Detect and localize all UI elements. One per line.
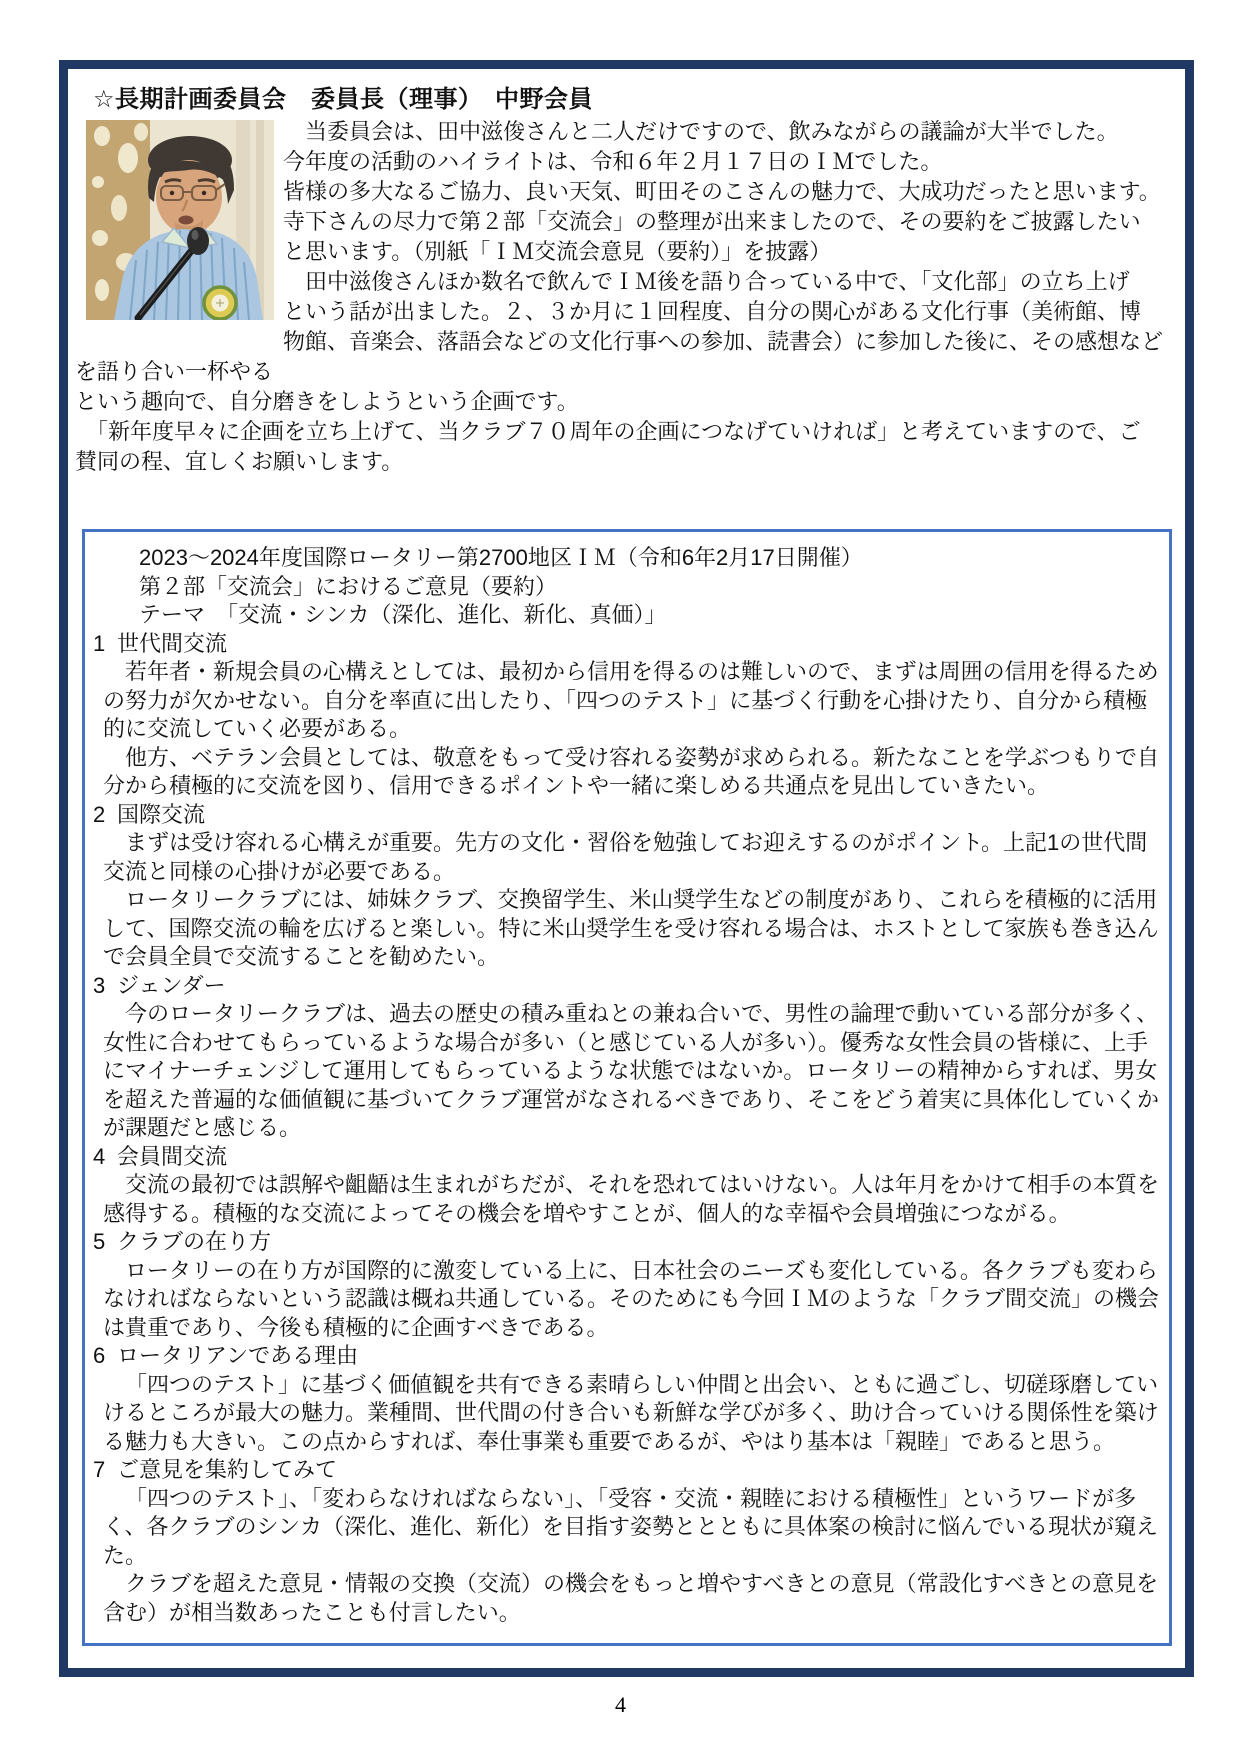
item-heading-label: ご意見を集約してみて bbox=[117, 1457, 338, 1482]
report-line: 当委員会は、田中滋俊さんと二人だけですので、飲みながらの議論が大半でした。 bbox=[283, 119, 1119, 144]
item-number: 2 bbox=[93, 801, 106, 827]
item-heading-label: 世代間交流 bbox=[117, 630, 228, 656]
box-item-1 bbox=[91, 630, 1159, 801]
report-line: 田中滋俊さんほか数名で飲んでＩＭ後を語り合っている中で、「文化部」の立ち上げ bbox=[283, 269, 1130, 294]
box-item-4 bbox=[91, 1143, 1159, 1229]
box-item-5 bbox=[91, 1228, 1159, 1342]
page-number: 4 bbox=[615, 1692, 626, 1717]
item-heading-label: 国際交流 bbox=[117, 801, 206, 827]
report-line: 賛同の程、宜しくお願いします。 bbox=[75, 449, 404, 474]
item-paragraph: 「四つのテスト」、「変わらなければならない」、「受容・交流・親睦における積極性」というワードが多く、各クラブのシンカ（深化、進化、新化）を目指す姿勢ととともに具体案の検討に悩んでいる現状が窺えた。 bbox=[103, 1485, 1159, 1568]
report-line: 今年度の活動のハイライトは、令和６年２月１７日のＩＭでした。 bbox=[283, 149, 943, 174]
item-heading bbox=[91, 1228, 1159, 1257]
item-number: 5 bbox=[93, 1229, 106, 1254]
item-heading bbox=[91, 801, 1159, 830]
speaker-photo-graphic bbox=[86, 120, 274, 320]
report-line: という話が出ました。２、３か月に１回程度、自分の関心がある文化行事（美術館、博 bbox=[283, 299, 1142, 324]
item-heading-label: 会員間交流 bbox=[117, 1143, 228, 1169]
item-paragraph: クラブを超えた意見・情報の交換（交流）の機会をもっと増やすべきとの意見（常設化すべきとの意見を含む）が相当数あったことも付言したい。 bbox=[103, 1571, 1159, 1625]
item-paragraph: 「四つのテスト」に基づく価値観を共有できる素晴らしい仲間と出会い、ともに過ごし、切磋琢磨していけるところが最大の魅力。業種間、世代間の付き合いも新鮮な学びが多く、助け合っていける関係性を築ける魅力も大きい。この点からすれば、奉仕事業も重要であるが、やはり基本は「親睦」であると思う。 bbox=[103, 1371, 1159, 1454]
item-paragraph: 交流の最初では誤解や齟齬は生まれがちだが、それを恐れてはいけない。人は年月をかけて相手の本質を感得する。積極的な交流によってその機会を増やすことが、個人的な幸福や会員増強につながる。 bbox=[103, 1172, 1160, 1226]
im-box-title: 2023～2024年度国際ロータリー第2700地区ＩＭ（令和6年2月17日開催） bbox=[139, 545, 863, 570]
item-heading bbox=[91, 972, 1159, 1001]
im-report-box bbox=[82, 529, 1172, 1646]
box-item-3 bbox=[91, 972, 1159, 1143]
box-item-2 bbox=[91, 801, 1159, 972]
item-paragraph: 他方、ベテラン会員としては、敬意をもって受け容れる姿勢が求められる。新たなことを学ぶつもりで自分から積極的に交流を図り、信用できるポイントや一緒に楽しめる共通点を見出していきたい。 bbox=[103, 744, 1160, 798]
page-content bbox=[68, 69, 1185, 1646]
report-line: 「新年度早々に企画を立ち上げて、当クラブ７０周年の企画につなげていければ」と考えていますので、ご bbox=[75, 419, 1141, 444]
item-paragraph: ロータリーの在り方が国際的に激変している上に、日本社会のニーズも変化している。各クラブも変わらなければならないという認識は概ね共通している。そのためにも今回ＩＭのような「クラブ間交流」の機会は貴重であり、今後も積極的に企画すべきである。 bbox=[103, 1257, 1160, 1340]
item-heading bbox=[91, 1143, 1159, 1172]
report-line: 寺下さんの尽力で第２部「交流会」の整理が出来ましたので、その要約をご披露したい bbox=[283, 209, 1141, 234]
item-number: 7 bbox=[93, 1457, 106, 1482]
item-heading bbox=[91, 630, 1159, 659]
item-heading-label: ジェンダー bbox=[117, 972, 226, 998]
page-border bbox=[59, 60, 1194, 1677]
item-paragraph: ロータリークラブには、姉妹クラブ、交換留学生、米山奨学生などの制度があり、これらを積極的に活用して、国際交流の輪を広げると楽しい。特に米山奨学生を受け容れる場合は、ホストとして家族も巻き込んで会員全員で交流することを勧めたい。 bbox=[103, 887, 1159, 969]
item-heading bbox=[91, 1456, 1159, 1485]
im-box-theme: テーマ 「交流・シンカ（深化、進化、新化、真価）」 bbox=[139, 602, 667, 627]
item-number: 1 bbox=[93, 630, 106, 656]
speaker-photo bbox=[86, 120, 274, 320]
badge-icon bbox=[204, 287, 236, 319]
report-line: という趣向で、自分磨きをしようという企画です。 bbox=[75, 389, 579, 414]
box-item-7 bbox=[91, 1456, 1159, 1627]
item-paragraph: 若年者・新規会員の心構えとしては、最初から信用を得るのは難しいので、まずは周囲の信用を得るための努力が欠かせない。自分を率直に出したり、「四つのテスト」に基づく行動を心掛けたり、自分から積極的に交流していく必要がある。 bbox=[103, 659, 1159, 741]
item-paragraph: まずは受け容れる心構えが重要。先方の文化・習俗を勉強してお迎えするのがポイント。上記1の世代間交流と同様の心掛けが必要である。 bbox=[103, 830, 1148, 884]
box-item-6 bbox=[91, 1342, 1159, 1456]
item-heading bbox=[91, 1342, 1159, 1371]
report-line: 皆様の多大なるご協力、良い天気、町田そのこさんの魅力で、大成功だったと思います。 bbox=[283, 179, 1161, 204]
report-line: と思います。（別紙「ＩＭ交流会意見（要約）」を披露） bbox=[283, 239, 832, 264]
item-number: 3 bbox=[93, 972, 106, 998]
committee-section-title: ☆長期計画委員会 委員長（理事） 中野会員 bbox=[93, 86, 594, 113]
report-line: 物館、音楽会、落語会などの文化行事への参加、読書会）に参加した後に、その感想などを語り合い一杯やる bbox=[75, 329, 1164, 384]
item-paragraph: 今のロータリークラブは、過去の歴史の積み重ねとの兼ね合いで、男性の論理で動いている部分が多く、女性に合わせてもらっているような場合が多い（と感じている人が多い）。優秀な女性会員の皆様に、上手にマイナーチェンジして運用してもらっているような状態ではないか。ロータリーの精神からすれば、男女を超えた普遍的な価値観に基づいてクラブ運営がなされるべきであり、そこをどう着実に具体化していくかが課題だと感じる。 bbox=[103, 1001, 1160, 1140]
item-number: 6 bbox=[93, 1343, 106, 1368]
im-box-subtitle: 第２部「交流会」におけるご意見（要約） bbox=[139, 573, 558, 599]
item-heading-label: クラブの在り方 bbox=[117, 1229, 272, 1254]
item-number: 4 bbox=[93, 1143, 106, 1169]
item-heading-label: ロータリアンである理由 bbox=[117, 1343, 359, 1368]
